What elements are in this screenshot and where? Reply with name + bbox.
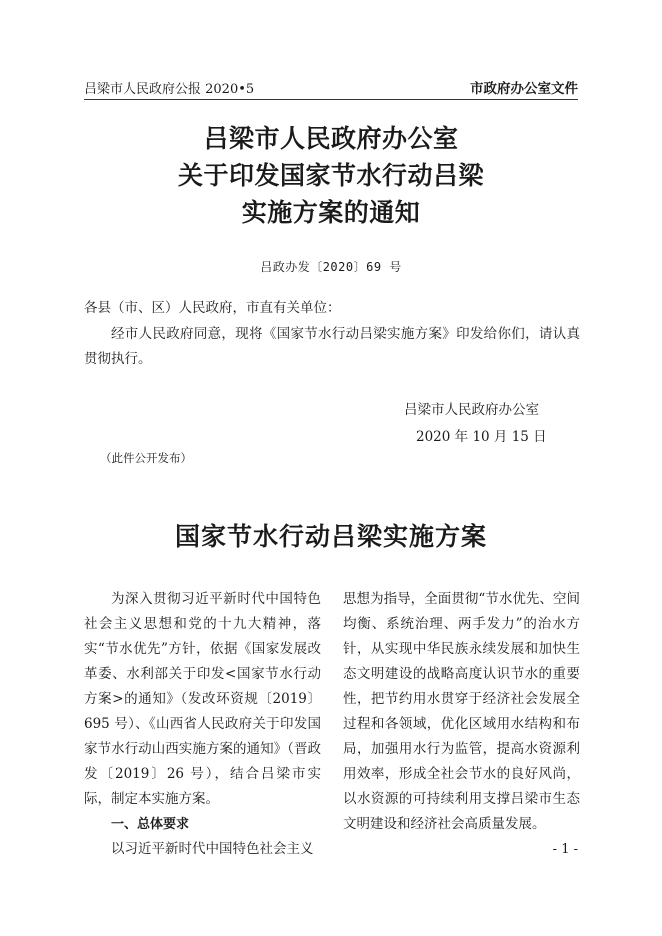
section-heading: 一、总体要求 [111, 817, 190, 832]
page-number: - 1 - [552, 842, 578, 857]
header-publication: 吕梁市人民政府公报 2020•5 [84, 82, 255, 97]
header-divider [84, 99, 578, 100]
header-section: 市政府办公室文件 [470, 81, 578, 97]
notice-body: 经市人民政府同意，现将《国家节水行动吕梁实施方案》印发给你们，请认真贯彻执行。 [84, 326, 580, 367]
public-note: （此件公开发布） [100, 451, 192, 465]
left-column [84, 587, 321, 862]
title-line: 吕梁市人民政府办公室 [203, 124, 459, 153]
right-column [343, 587, 580, 837]
paragraph-continuation: 思想为指导，全面贯彻“节水优先、空间均衡、系统治理、两手发力”的治水方针，从实现中华民族永续发展和加快生态文明建设的战略高度认识节水的重要性，把节约用水贯穿于经济社会发展全过程和各领域，优化区域用水结构和布局，加强用水行为监管，提高水资源利用效率，形成全社会节水的良好风尚，以水资源的可持续利用支撑吕梁市生态文明建设和经济社会高质量发展。 [343, 591, 580, 832]
document-number: 吕政办发〔2020〕69 号 [260, 260, 402, 274]
signer: 吕梁市人民政府办公室 [404, 402, 539, 418]
document-title [0, 120, 662, 231]
addressee: 各县（市、区）人民政府，市直有关单位： [84, 300, 341, 316]
title-line: 关于印发国家节水行动吕梁 [177, 161, 484, 190]
intro-paragraph: 为深入贯彻习近平新时代中国特色社会主义思想和党的十九大精神，落实“节水优先”方针，依据《国家发展改革委、水利部关于印发<国家节水行动方案>的通知》（发改环资规〔2019〕695 号）、《山西省人民政府关于印发国家节水行动山西实施方案的通知》（晋政发〔2019〕26 号），结合吕梁市实际，制定本实施方案。 [84, 591, 321, 807]
paragraph-start: 以习近平新时代中国特色社会主义 [111, 841, 314, 857]
title-line: 实施方案的通知 [241, 198, 421, 227]
issue-date: 2020 年 10 月 15 日 [416, 429, 547, 445]
plan-title: 国家节水行动吕梁实施方案 [174, 522, 487, 551]
